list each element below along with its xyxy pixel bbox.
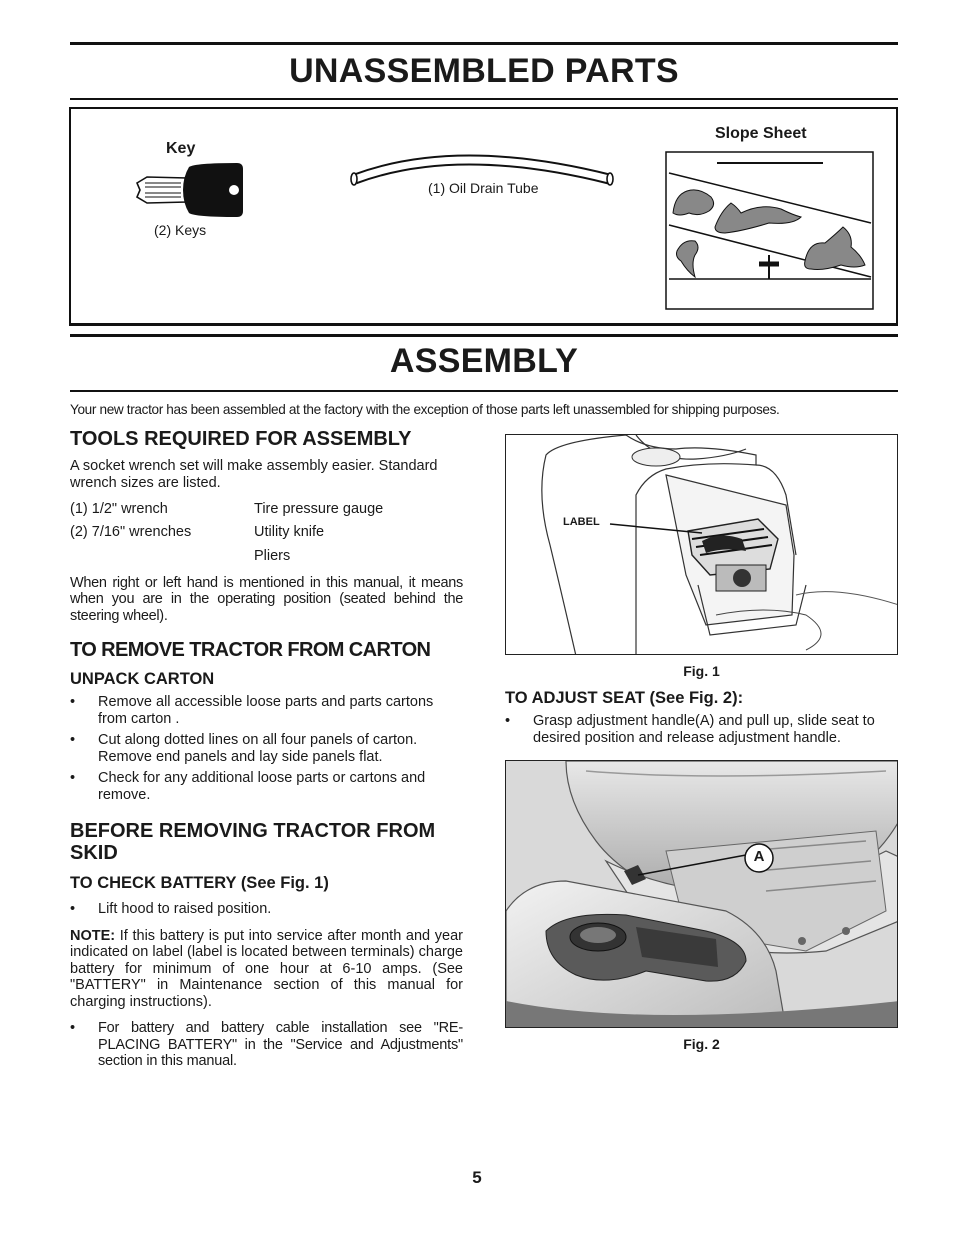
skid-heading: BEFORE REMOVING TRACTOR FROM SKID [70,820,436,864]
fig1-caption: Fig. 1 [683,663,720,679]
fig1-battery-image [505,434,898,655]
page-number: 5 [472,1168,482,1187]
unpack-heading: UNPACK CARTON [70,670,215,688]
key-icon [133,161,245,219]
intro-text: Your new tractor has been assembled at the factory with the exception of those parts left unassembled for shipping purposes. [70,402,780,417]
remove-heading: TO REMOVE TRACTOR FROM CARTON [70,639,431,661]
list-item: • Grasp adjustment handle(A) and pull up, slide seat to desired position and release adjustment handle. [505,713,898,746]
tools-text: A socket wrench set will make assembly easier. Standard wrench sizes are listed. [70,458,438,491]
hand-note: When right or left hand is mentioned in this manual, it means when you are in the operating position (seated behind the steering wheel). [70,574,463,624]
list-item: • For battery and battery cable installation see "RE-PLACING BATTERY" in the "Service and Adjustments" section in this manual. [70,1020,463,1070]
left-column [70,428,463,1070]
seat-heading: TO ADJUST SEAT (See Fig. 2): [505,689,744,707]
oil-drain-tube-caption: (1) Oil Drain Tube [428,180,539,196]
list-item: • Lift hood to raised position. [70,901,463,918]
assembly-bottom-rule [70,390,898,392]
fig2-callout-a: A [753,848,765,865]
fig2-seat-image [505,760,898,1028]
tools-row: (2) 7/16" wrenches Utility knife [70,524,325,540]
slope-sheet-label: Slope Sheet [715,125,807,142]
tools-heading: TOOLS REQUIRED FOR ASSEMBLY [70,428,412,450]
tools-row: (1) 1/2" wrench Tire pressure gauge [70,500,384,517]
parts-box [69,107,898,326]
battery-note: NOTE: If this battery is put into service after month and year indicated on label (label is located between terminals) charge battery for minimum of one hour at 6-10 amps. (See "BATTERY" in Maintenance section of this manual for charging instructions). [70,927,463,1010]
tools-list [70,497,463,568]
assembly-title: ASSEMBLY [389,342,579,380]
tools-row: Pliers [254,547,291,564]
fig2-caption: Fig. 2 [683,1036,720,1052]
slope-sheet-icon [665,151,875,311]
top-rule [70,42,898,45]
unassembled-parts-title: UNASSEMBLED PARTS [289,52,679,90]
list-item: • Remove all accessible loose parts and parts cartons from carton . [70,694,463,727]
keys-caption: (2) Keys [154,222,207,238]
assembly-top-rule [70,334,898,337]
list-item: • Check for any additional loose parts or cartons and remove. [70,770,463,803]
right-column-text [505,689,898,746]
battery-heading: TO CHECK BATTERY (See Fig. 1) [70,874,329,892]
fig1-label-callout: LABEL [563,516,600,528]
title-rule [70,98,898,100]
list-item: • Cut along dotted lines on all four panels of carton. Remove end panels and lay side panels flat. [70,732,463,765]
key-label: Key [166,140,196,157]
